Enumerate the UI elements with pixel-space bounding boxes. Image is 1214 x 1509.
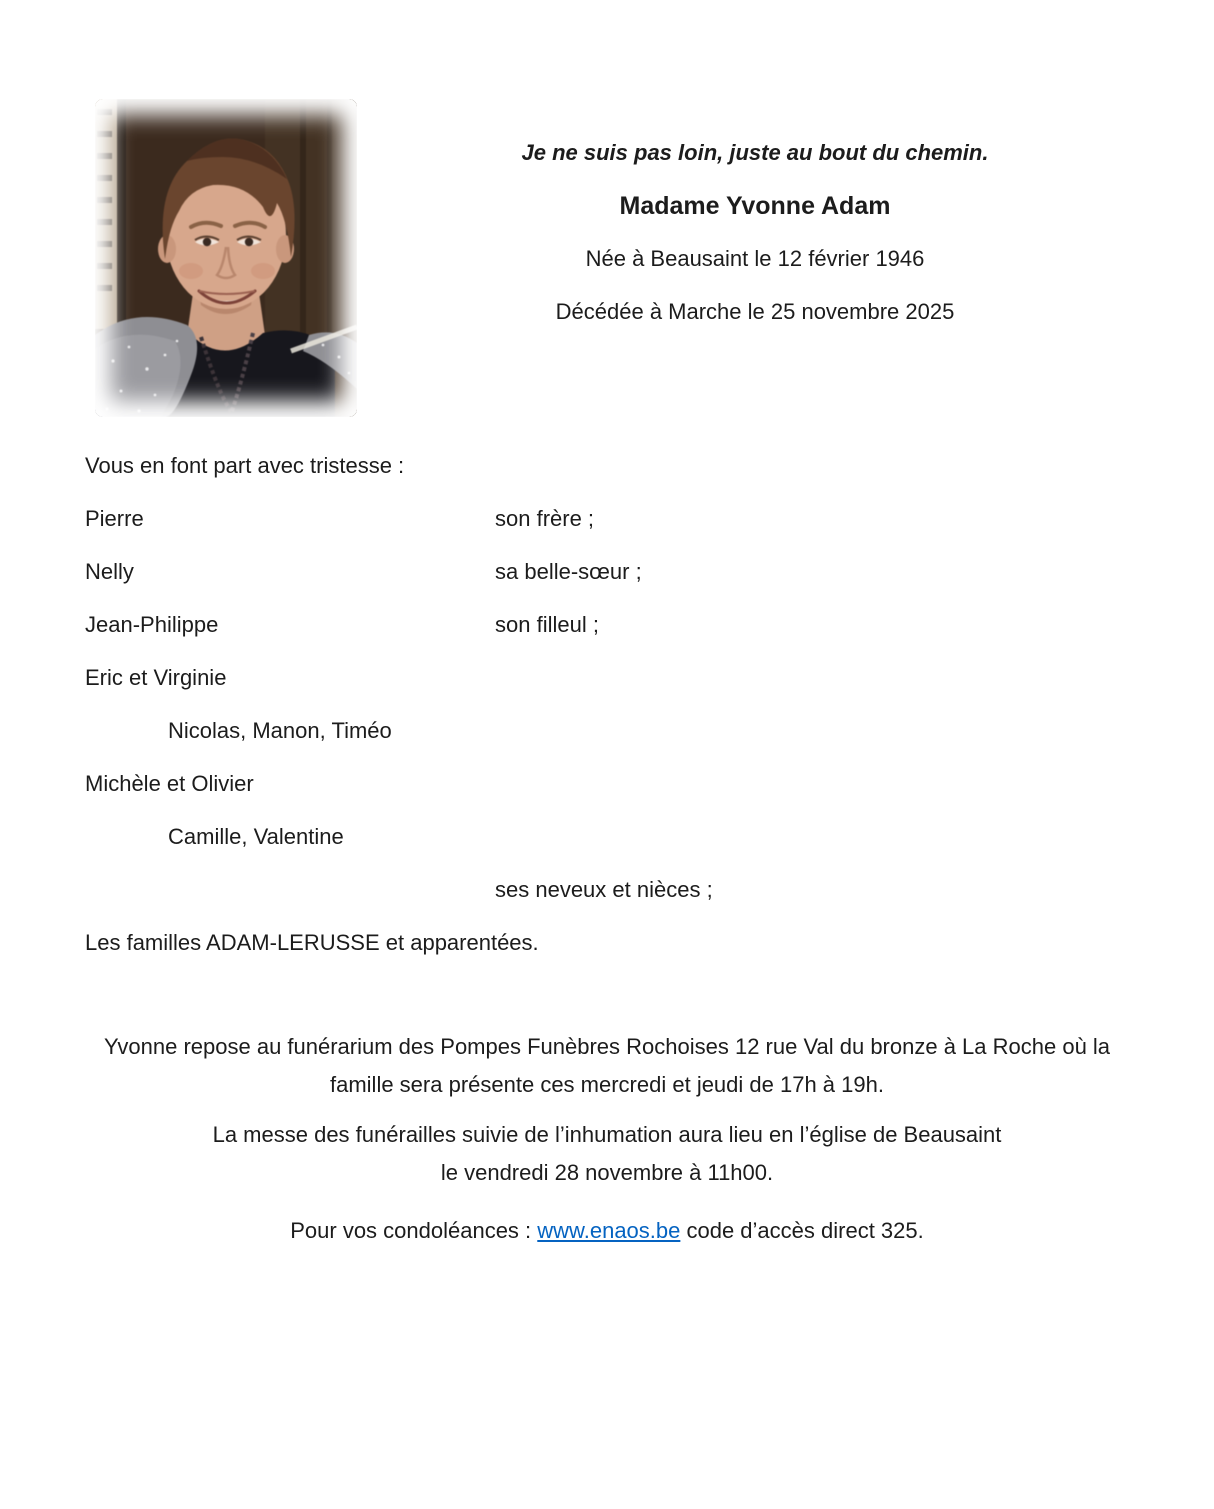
- relative-name: [85, 876, 495, 929]
- portrait-photo-illustration: [95, 99, 357, 417]
- relative-relation: [495, 823, 1145, 876]
- header-block: [400, 139, 1110, 351]
- relative-row: [85, 664, 1145, 717]
- mass-line-1: La messe des funérailles suivie de l’inhumation aura lieu en l’église de Beausaint: [212, 1122, 1002, 1147]
- families-line: [85, 929, 1145, 982]
- relative-row: [85, 558, 1145, 611]
- relative-row: [85, 505, 1145, 558]
- repose-paragraph: [0, 1028, 1214, 1104]
- relative-relation: ses neveux et nièces ;: [495, 877, 713, 902]
- epitaph-quote: Je ne suis pas loin, juste au bout du chemin.: [521, 140, 989, 165]
- relative-name: Camille, Valentine: [168, 824, 344, 849]
- condolences-prefix: Pour vos condoléances :: [290, 1218, 538, 1243]
- relative-name: Michèle et Olivier: [85, 771, 254, 796]
- family-announcement: [85, 452, 1145, 982]
- condolences-paragraph: [0, 1212, 1214, 1250]
- death-line: Décédée à Marche le 25 novembre 2025: [555, 299, 955, 324]
- relative-row: [85, 770, 1145, 823]
- relative-row-children: [85, 717, 1145, 770]
- funeral-details: [0, 1028, 1214, 1262]
- condolences-suffix: code d’accès direct 325.: [680, 1218, 924, 1243]
- announcement-intro: [85, 452, 1145, 505]
- relative-relation: [495, 664, 1145, 717]
- portrait-photo: [95, 99, 357, 417]
- enaos-link[interactable]: www.enaos.be: [537, 1218, 681, 1243]
- intro-text: Vous en font part avec tristesse :: [85, 453, 405, 478]
- repose-line-2: famille sera présente ces mercredi et jeudi de 17h à 19h.: [330, 1072, 884, 1097]
- relative-name: Jean-Philippe: [85, 612, 219, 637]
- deceased-name: Madame Yvonne Adam: [619, 192, 891, 220]
- relative-name: Pierre: [85, 506, 144, 531]
- relative-name: Nicolas, Manon, Timéo: [168, 718, 392, 743]
- mass-line-2: le vendredi 28 novembre à 11h00.: [440, 1160, 774, 1185]
- birth-line: Née à Beausaint le 12 février 1946: [585, 246, 925, 271]
- relative-relation: son filleul ;: [495, 612, 599, 637]
- relative-relation: son frère ;: [495, 506, 595, 531]
- relative-row-children: [85, 823, 1145, 876]
- relative-row: [85, 611, 1145, 664]
- repose-line-1: Yvonne repose au funérarium des Pompes Funèbres Rochoises 12 rue Val du bronze à La Roche où la: [103, 1034, 1111, 1059]
- relative-relation: [495, 717, 1145, 770]
- relative-name: Eric et Virginie: [85, 665, 227, 690]
- relative-name: Nelly: [85, 559, 134, 584]
- families-text: Les familles ADAM-LERUSSE et apparentées.: [85, 930, 539, 955]
- relative-row-nephews: [85, 876, 1145, 929]
- mass-paragraph: [0, 1116, 1214, 1192]
- relative-relation: [495, 770, 1145, 823]
- relative-relation: sa belle-sœur ;: [495, 559, 642, 584]
